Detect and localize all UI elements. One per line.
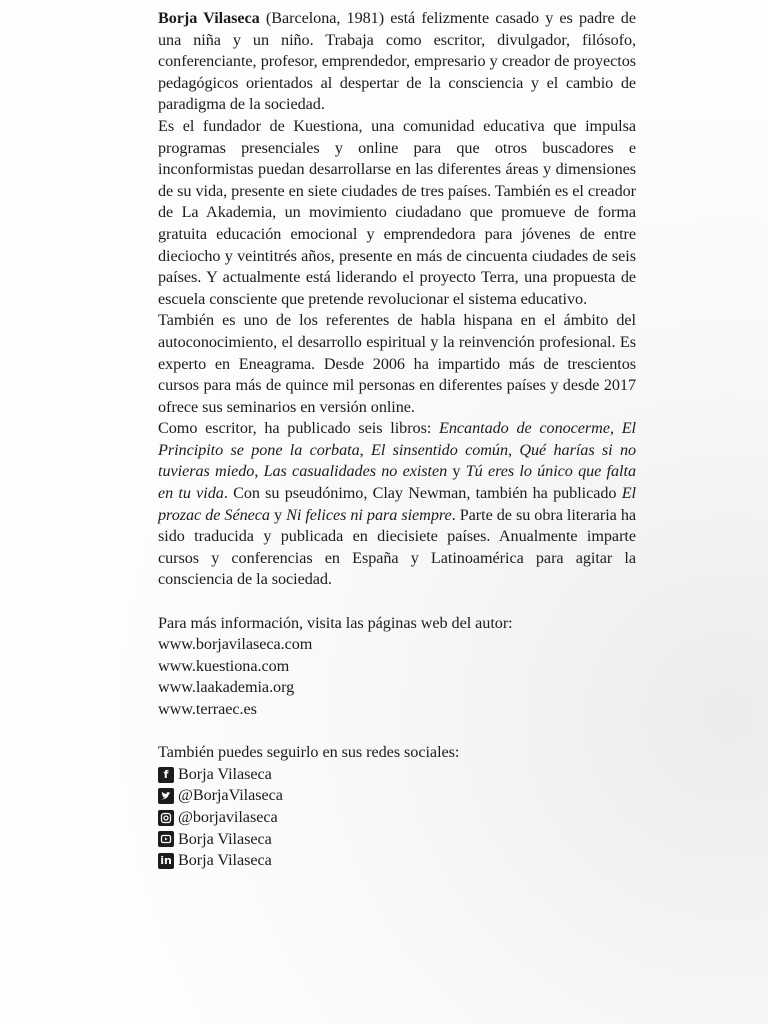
book-title: Las casualidades no existen [263,462,448,481]
social-label: Borja Vilaseca [178,851,272,870]
bio-paragraph-3: También es uno de los referentes de habla hispana en el ámbito del autoconocimiento, el desarrollo espiritual y la reinvención profesional. Es experto en Eneagrama. Desde 2006 ha impartido más de trescientos cursos para más de quince mil personas en diferentes países y desde 2017 ofrece sus seminarios en versión online. [158,311,636,416]
social-linkedin[interactable] [158,850,636,872]
separator: y [447,462,466,481]
youtube-icon [158,831,174,847]
linkedin-icon: in [158,853,174,869]
spacer [158,591,636,613]
separator: y [269,505,287,524]
bio-paragraph-2: Es el fundador de Kuestiona, una comunidad educativa que impulsa programas presenciales y online para que otros buscadores e inconformistas puedan desarrollarse en las diferentes áreas y dimensiones de su vida, presente en siete ciudades de tres países. También es el creador de La Akademia, un movimiento ciudadano que promueve de forma gratuita educación emocional y emprendedora para jóvenes de entre dieciocho y veintitrés años, presente en más de cincuenta ciudades de seis países. Y actualmente está liderando el proyecto Terra, una propuesta de escuela consciente que pretende revolucionar el sistema educativo. [158,116,636,308]
book-title: Tú eres lo único que falta en tu vida [158,462,636,503]
social-youtube[interactable] [158,829,636,851]
separator: , [359,440,371,459]
social-heading: También puedes seguirlo en sus redes sociales: [158,743,460,762]
bio-paragraph-4 [158,418,636,591]
bio-paragraph-1 [158,8,636,116]
pseudonym-text: . Con su pseudónimo, Clay Newman, también ha publicado [223,484,622,503]
website-links [158,613,636,721]
spacer [158,721,636,743]
social-facebook[interactable] [158,764,636,786]
separator: , [254,462,264,481]
instagram-icon [158,810,174,826]
facebook-icon: f [158,767,174,783]
links-heading: Para más información, visita las páginas web del autor: [158,613,513,632]
author-bio [158,8,636,872]
separator: , [609,419,622,438]
separator: , [508,440,520,459]
book-title: El prozac de Séneca [158,484,636,524]
book-title: El Principito se pone la corbata [158,419,636,459]
social-label: Borja Vilaseca [178,764,272,783]
book-title: Encantado de conocerme [439,419,610,438]
books-intro: Como escritor, ha publicado seis libros: [158,419,440,438]
link-terraec[interactable]: www.terraec.es [158,700,257,718]
link-borjavilaseca[interactable]: www.borjavilaseca.com [158,635,313,654]
social-label: @BorjaVilaseca [178,786,283,805]
book-title: Qué harías si no tuvieras miedo [158,440,637,481]
social-twitter[interactable] [158,785,636,807]
book-title: Ni felices ni para siempre [286,505,452,524]
social-links [158,742,636,872]
social-label: Borja Vilaseca [178,829,272,848]
social-instagram[interactable] [158,807,636,829]
bio-intro-text: (Barcelona, 1981) está felizmente casado y es padre de una niña y un niño. Trabaja como escritor, divulgador, filósofo, conferenciante, profesor, emprendedor, empresario y creador de proyectos pedagógicos orientados al despertar de la consciencia y el cambio de paradigma de la sociedad. [158,9,636,114]
twitter-icon [158,788,174,804]
book-title: El sinsentido común [370,440,508,459]
author-name: Borja Vilaseca [158,9,260,27]
closing-text: . Parte de su obra literaria ha sido traducida y publicada en diecisiete países. Anualmente imparte cursos y conferencias en España y Latinoamérica para agitar la consciencia de la sociedad. [158,505,637,589]
social-label: @borjavilaseca [178,807,278,826]
link-laakademia[interactable]: www.laakademia.org [158,678,295,697]
link-kuestiona[interactable]: www.kuestiona.com [158,656,290,675]
